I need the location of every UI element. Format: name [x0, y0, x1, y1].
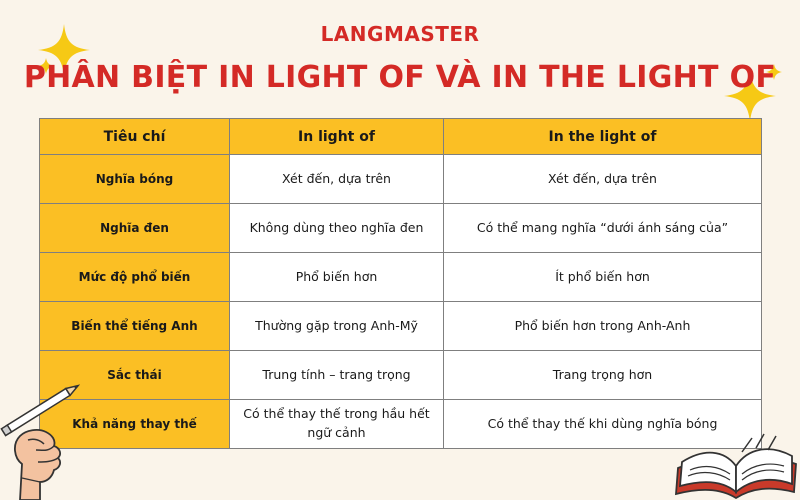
in-light-of-cell: Thường gặp trong Anh-Mỹ [230, 302, 444, 351]
in-the-light-of-cell: Ít phổ biến hơn [444, 253, 762, 302]
table-row [40, 204, 762, 253]
criteria-cell: Mức độ phổ biến [40, 253, 230, 302]
in-the-light-of-cell: Xét đến, dựa trên [444, 155, 762, 204]
header-criteria: Tiêu chí [40, 119, 230, 155]
criteria-cell: Nghĩa đen [40, 204, 230, 253]
table-row [40, 400, 762, 449]
header-in-light-of: In light of [230, 119, 444, 155]
in-the-light-of-cell: Phổ biến hơn trong Anh-Anh [444, 302, 762, 351]
page-title: PHÂN BIỆT IN LIGHT OF VÀ IN THE LIGHT OF [23, 60, 777, 95]
open-book-illustration [672, 418, 800, 500]
table-row [40, 155, 762, 204]
in-light-of-cell: Không dùng theo nghĩa đen [230, 204, 444, 253]
in-light-of-cell: Trung tính – trang trọng [230, 351, 444, 400]
criteria-cell: Biến thể tiếng Anh [40, 302, 230, 351]
in-light-of-cell: Phổ biến hơn [230, 253, 444, 302]
in-the-light-of-cell: Trang trọng hơn [444, 351, 762, 400]
table-row [40, 351, 762, 400]
criteria-cell: Nghĩa bóng [40, 155, 230, 204]
hand-with-pen-illustration [0, 378, 80, 500]
header-in-the-light-of: In the light of [444, 119, 762, 155]
criteria-cell: Sắc thái [40, 351, 230, 400]
table-row [40, 253, 762, 302]
in-the-light-of-cell: Có thể thay thế khi dùng nghĩa bóng [444, 400, 762, 449]
in-light-of-cell: Có thể thay thế trong hầu hết ngữ cảnh [230, 400, 444, 449]
in-the-light-of-cell: Có thể mang nghĩa “dưới ánh sáng của” [444, 204, 762, 253]
in-light-of-cell: Xét đến, dựa trên [230, 155, 444, 204]
table-row [40, 302, 762, 351]
criteria-cell: Khả năng thay thế [40, 400, 230, 449]
comparison-table [39, 118, 762, 449]
table-header-row [40, 119, 762, 155]
brand-logo: LANGMASTER [320, 22, 480, 46]
